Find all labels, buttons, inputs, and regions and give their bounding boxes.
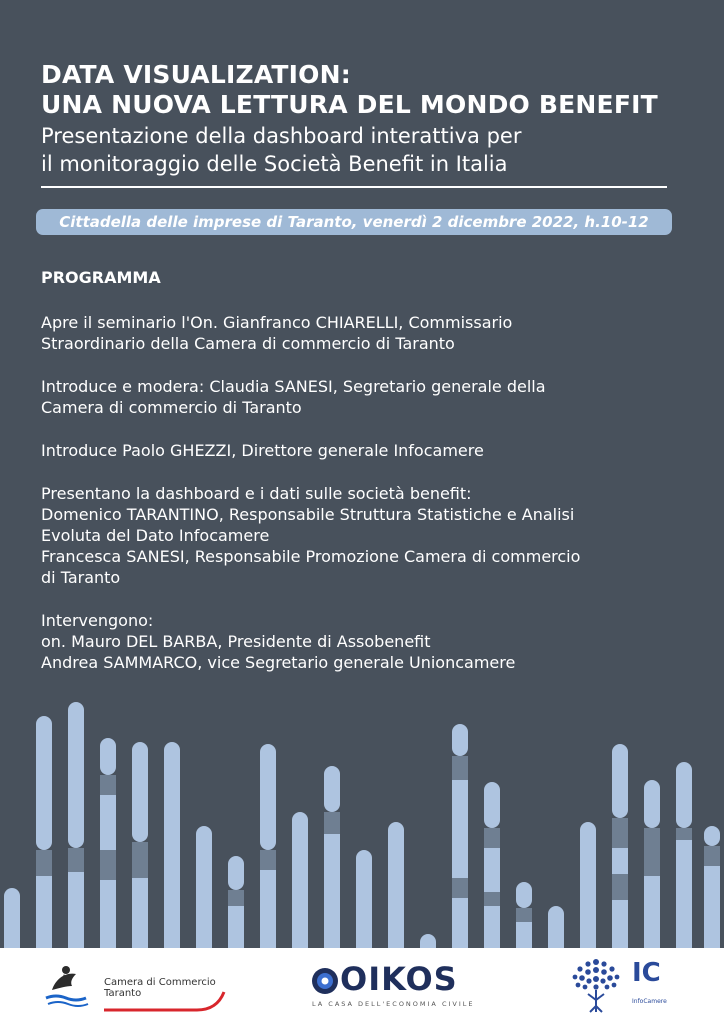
dolphin-rider-icon [42,960,98,1008]
program-line: Camera di commercio di Taranto [41,398,302,417]
decorative-bar-segment [644,780,660,828]
decorative-bar-segment [612,900,628,948]
infocamere-name: InfoCamere [632,998,667,1005]
decorative-bar-segment [164,742,180,948]
decorative-bar-segment [612,848,628,874]
program-item-presentation [41,483,701,588]
decorative-bar-segment [100,850,116,880]
decorative-bar-segment [36,850,52,876]
decorative-bar-segment [100,738,116,775]
program-line: Presentano la dashboard e i dati sulle società benefit: [41,484,472,503]
decorative-bar-segment [548,906,564,948]
program-line: di Taranto [41,568,121,587]
oikos-globe-icon [310,966,340,996]
program-item-introduction [41,440,701,461]
subtitle-line-1: Presentazione della dashboard interattiva per [41,124,522,148]
decorative-bar-segment [100,795,116,850]
decorative-bar-segment [260,850,276,870]
infocamere-mark: IC [632,958,661,988]
event-info-banner: Cittadella delle imprese di Taranto, venerdì 2 dicembre 2022, h.10-12 [36,209,672,235]
decorative-bar-segment [356,850,372,948]
decorative-bar-segment [676,840,692,948]
decorative-bar-segment [132,742,148,842]
program-line: Andrea SAMMARCO, vice Segretario generale Unioncamere [41,653,516,672]
oikos-tagline: LA CASA DELL'ECONOMIA CIVILE [312,1000,475,1008]
decorative-bar-segment [452,878,468,898]
decorative-bar-segment [292,812,308,948]
decorative-bar-segment [516,922,532,948]
decorative-bar-segment [676,828,692,840]
decorative-bar-segment [68,872,84,948]
decorative-bar-segment [612,818,628,848]
decorative-bar-segment [484,828,500,848]
decorative-bar-pattern [0,690,724,948]
decorative-bar-segment [68,702,84,848]
decorative-bar-segment [100,880,116,948]
red-swoosh-icon [102,990,227,1012]
program-line: on. Mauro DEL BARBA, Presidente di Assobenefit [41,632,431,651]
decorative-bar-segment [676,762,692,828]
camera-city: Taranto [104,988,142,999]
title-line-1: DATA VISUALIZATION: [41,60,351,89]
decorative-bar-segment [516,908,532,922]
program-heading: PROGRAMMA [41,268,161,287]
program-line: Evoluta del Dato Infocamere [41,526,270,545]
program-item-moderator [41,376,701,418]
program-line: Straordinario della Camera di commercio di Taranto [41,334,455,353]
decorative-bar-segment [420,934,436,948]
subtitle-line-2: il monitoraggio delle Società Benefit in Italia [41,152,508,176]
program-list [41,312,701,695]
decorative-bar-segment [228,856,244,890]
decorative-bar-segment [324,766,340,812]
decorative-bar-segment [484,848,500,892]
decorative-bar-segment [612,874,628,900]
decorative-bar-segment [484,906,500,948]
oikos-logo [308,958,488,1014]
decorative-bar-segment [36,876,52,948]
title-divider [41,186,667,188]
program-line: Domenico TARANTINO, Responsabile Struttura Statistiche e Analisi [41,505,575,524]
decorative-bar-segment [644,876,660,948]
camera-name: Camera di Commercio [104,977,216,988]
decorative-bar-segment [132,842,148,878]
decorative-bar-segment [704,846,720,866]
decorative-bar-segment [704,866,720,948]
decorative-bar-segment [452,756,468,780]
decorative-bar-segment [704,826,720,846]
decorative-bar-segment [324,812,340,834]
decorative-bar-segment [484,782,500,828]
camera-commercio-logo [42,960,227,1012]
decorative-bar-segment [580,822,596,948]
decorative-bar-segment [4,888,20,948]
program-line: Intervengono: [41,611,154,630]
decorative-bar-segment [260,744,276,850]
oikos-wordmark: OIKOS [340,960,458,998]
decorative-bar-segment [228,890,244,906]
infocamere-logo [566,954,696,1018]
decorative-bar-segment [324,834,340,948]
program-item-opening [41,312,701,354]
decorative-bar-segment [260,870,276,948]
infocamere-tree-icon [566,954,626,1018]
decorative-bar-segment [68,848,84,872]
title-line-2: UNA NUOVA LETTURA DEL MONDO BENEFIT [41,90,658,119]
decorative-bar-segment [388,822,404,948]
decorative-bar-segment [516,882,532,908]
decorative-bar-segment [228,906,244,948]
decorative-bar-segment [196,826,212,948]
program-item-speakers [41,610,701,673]
decorative-bar-segment [484,892,500,906]
event-subtitle [41,122,521,178]
decorative-bar-segment [132,878,148,948]
footer-logos [0,948,724,1024]
program-line: Introduce e modera: Claudia SANESI, Segretario generale della [41,377,546,396]
program-line: Apre il seminario l'On. Gianfranco CHIARELLI, Commissario [41,313,513,332]
decorative-bar-segment [100,775,116,795]
decorative-bar-segment [612,744,628,818]
decorative-bar-segment [452,724,468,756]
program-line: Introduce Paolo GHEZZI, Direttore generale Infocamere [41,441,484,460]
decorative-bar-segment [452,898,468,948]
decorative-bar-segment [452,780,468,878]
decorative-bar-segment [36,716,52,850]
event-title [41,60,658,120]
decorative-bar-segment [644,828,660,876]
program-line: Francesca SANESI, Responsabile Promozione Camera di commercio [41,547,581,566]
